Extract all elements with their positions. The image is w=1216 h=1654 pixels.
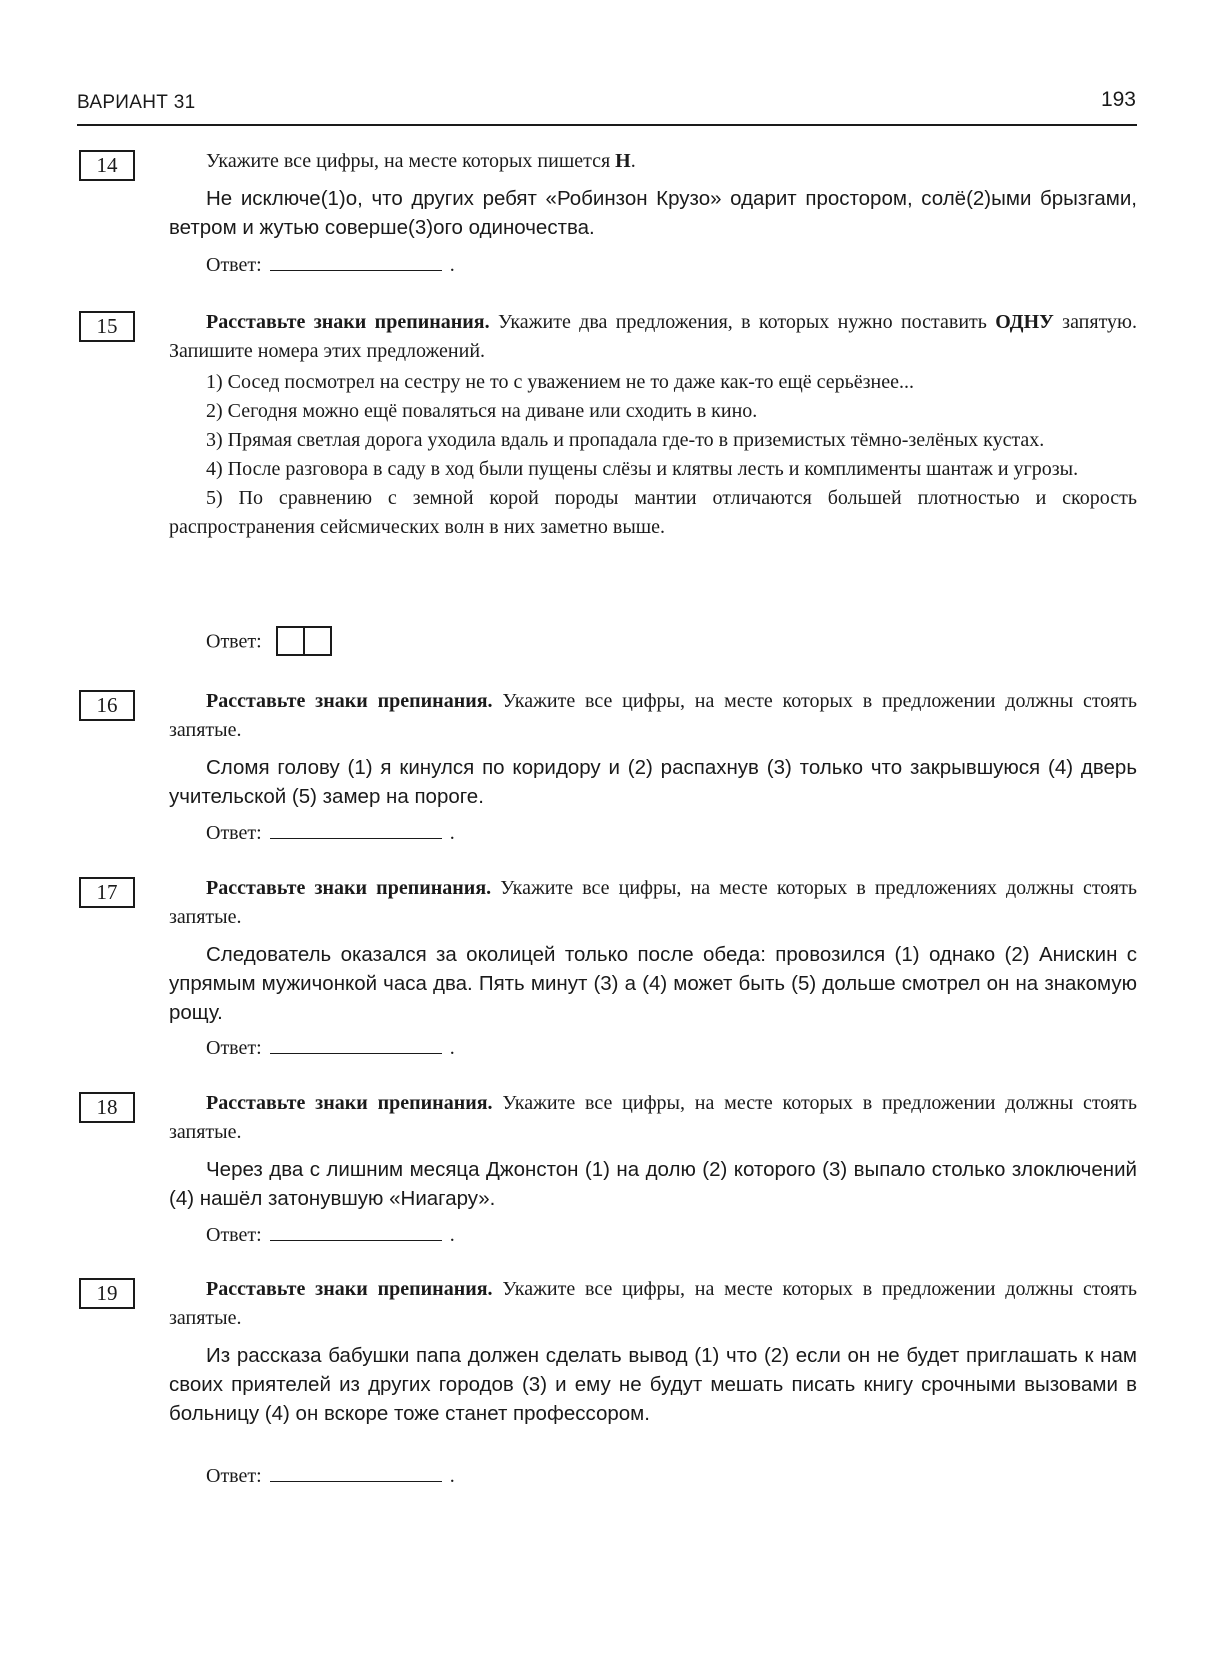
option-1: 1) Сосед посмотрел на сестру не то с уважением не то даже как-то ещё серьёзнее... <box>206 371 914 393</box>
answer-label: Ответ: <box>206 1037 262 1059</box>
instruction-text: Укажите все цифры, на месте которых в предложении должны стоять запятые. <box>169 1278 1137 1329</box>
option-2: 2) Сегодня можно ещё поваляться на диване или сходить в кино. <box>206 400 758 422</box>
answer-cell-2[interactable] <box>303 626 332 656</box>
instruction-text: запятую. Запишите номера этих предложений. <box>169 311 1137 362</box>
instruction-emphasis: Расставьте знаки препинания. <box>206 690 493 712</box>
answer-line-17[interactable] <box>206 1035 455 1061</box>
answer-label: Ответ: <box>206 1224 262 1246</box>
answer-blank[interactable] <box>270 258 442 271</box>
task-text: Следователь оказался за околицей только после обеда: провозился (1) однако (2) Анискин с упрямым мужичонкой часа два. Пять минут (3) а (4) может быть (5) дольше смотрел он на знакомую рощу. <box>169 943 1137 1024</box>
task-number-box: 16 <box>79 690 135 721</box>
answer-dot: . <box>449 1037 455 1059</box>
task-instruction <box>169 1275 1137 1333</box>
task-number-box: 19 <box>79 1278 135 1309</box>
task-instruction <box>169 687 1137 745</box>
answer-dot: . <box>449 254 455 276</box>
instruction-text: . <box>630 150 636 172</box>
task-text: Из рассказа бабушки папа должен сделать вывод (1) что (2) если он не будет приглашать к нам своих приятелей из других городов (3) и ему не будут мешать писать книгу срочными вызовами в больницу (4) он вскоре тоже станет профессором. <box>169 1344 1137 1425</box>
instruction-text: Укажите все цифры, на месте которых пишется <box>206 150 616 172</box>
task-number-box: 17 <box>79 877 135 908</box>
task-instruction <box>169 874 1137 932</box>
answer-line-14[interactable] <box>206 252 455 278</box>
answer-line-15 <box>206 628 332 658</box>
answer-dot: . <box>449 822 455 844</box>
answer-blank[interactable] <box>270 1228 442 1241</box>
header-divider <box>77 124 1137 126</box>
answer-blank[interactable] <box>270 1041 442 1054</box>
task-instruction <box>169 147 1137 176</box>
answer-cell-1[interactable] <box>276 626 305 656</box>
answer-blank[interactable] <box>270 1469 442 1482</box>
instruction-text: Укажите два предложения, в которых нужно поставить <box>489 311 996 333</box>
instruction-emphasis: Расставьте знаки препинания. <box>206 311 490 333</box>
instruction-emphasis: Расставьте знаки препинания. <box>206 1278 493 1300</box>
task-number-box: 18 <box>79 1092 135 1123</box>
instruction-text: Укажите все цифры, на месте которых в предложении должны стоять запятые. <box>169 1092 1137 1143</box>
option-3: 3) Прямая светлая дорога уходила вдаль и пропадала где-то в приземистых тёмно-зелёных кустах. <box>206 429 1045 451</box>
answer-label: Ответ: <box>206 1465 262 1487</box>
answer-line-19[interactable] <box>206 1463 455 1489</box>
answer-dot: . <box>449 1224 455 1246</box>
task-number-box: 15 <box>79 311 135 342</box>
instruction-emphasis: ОДНУ <box>995 311 1054 333</box>
instruction-text: Укажите все цифры, на месте которых в предложениях должны стоять запятые. <box>169 877 1137 928</box>
task-instruction <box>169 1089 1137 1147</box>
task-text: Через два с лишним месяца Джонстон (1) на долю (2) которого (3) выпало столько злоключений (4) нашёл затонувшую «Ниагару». <box>169 1158 1137 1210</box>
task-instruction <box>169 308 1137 366</box>
instruction-emphasis: Расставьте знаки препинания. <box>206 877 492 899</box>
answer-label: Ответ: <box>206 254 262 276</box>
option-4: 4) После разговора в саду в ход были пущены слёзы и клятвы лесть и комплименты шантаж и угрозы. <box>206 458 1079 480</box>
answer-line-16[interactable] <box>206 820 455 846</box>
task-text: Не исключе(1)о, что других ребят «Робинзон Крузо» одарит простором, солё(2)ыми брызгами, ветром и жутью соверше(3)ого одиночества. <box>169 187 1137 239</box>
answer-cells <box>276 626 332 656</box>
instruction-emphasis: Расставьте знаки препинания. <box>206 1092 493 1114</box>
answer-line-18[interactable] <box>206 1222 455 1248</box>
task-number-box: 14 <box>79 150 135 181</box>
answer-dot: . <box>449 1465 455 1487</box>
instruction-emphasis: Н <box>615 150 631 172</box>
answer-label: Ответ: <box>206 822 262 844</box>
answer-blank[interactable] <box>270 826 442 839</box>
answer-label: Ответ: <box>206 630 262 653</box>
variant-title: ВАРИАНТ 31 <box>77 92 196 113</box>
instruction-text: Укажите все цифры, на месте которых в предложении должны стоять запятые. <box>169 690 1137 741</box>
option-5: 5) По сравнению с земной корой породы мантии отличаются большей плотностью и скорость распространения сейсмических волн в них заметно выше. <box>169 487 1137 538</box>
task-text: Сломя голову (1) я кинулся по коридору и (2) распахнув (3) только что закрывшуюся (4) дверь учительской (5) замер на пороге. <box>169 756 1137 808</box>
page-number: 193 <box>1100 88 1136 111</box>
